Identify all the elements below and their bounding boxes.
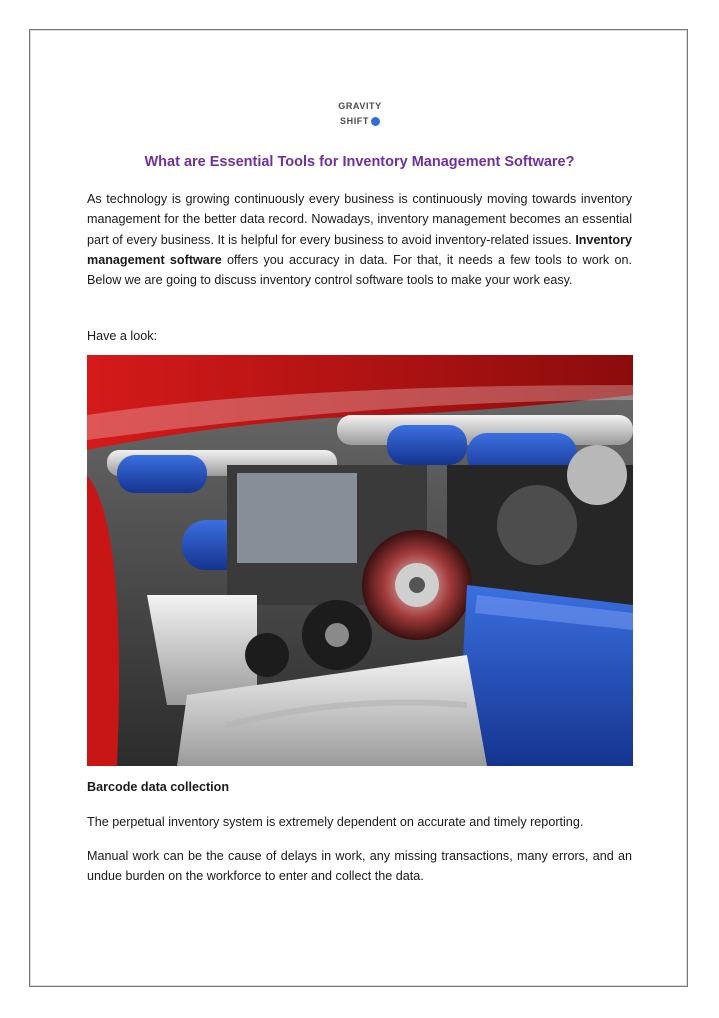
intro-paragraph [87, 189, 632, 290]
section-heading-barcode: Barcode data collection [87, 780, 230, 794]
intro-text-1: As technology is growing continuously every business is continuously moving towards inventory management for the better data record. Nowadays, inventory management becomes an essential part of every business. It is helpful for every business to avoid inventory-related issues. [87, 192, 632, 247]
logo-dot-icon [371, 117, 380, 126]
logo-line2 [340, 116, 380, 127]
logo-line2-text: SHIFT [340, 116, 369, 126]
have-a-look-text: Have a look: [87, 329, 158, 343]
gravity-shift-logo [335, 101, 385, 125]
paragraph-perpetual-inventory: The perpetual inventory system is extremely dependent on accurate and timely reporting. [87, 815, 584, 829]
intro-text-2: offers you accuracy in data. For that, it needs a few tools to work on. Below we are going to discuss inventory control software tools to make your work easy. [87, 252, 632, 288]
engine-bay-photo [87, 355, 633, 766]
document-title: What are Essential Tools for Inventory Management Software? [144, 154, 575, 170]
inventory-software-bold: Inventory management software [87, 232, 632, 267]
paragraph-manual-work: Manual work can be the cause of delays in work, any missing transactions, many errors, and an undue burden on the workforce to enter and collect the data. [87, 849, 632, 884]
logo-line1: GRAVITY [338, 101, 382, 111]
